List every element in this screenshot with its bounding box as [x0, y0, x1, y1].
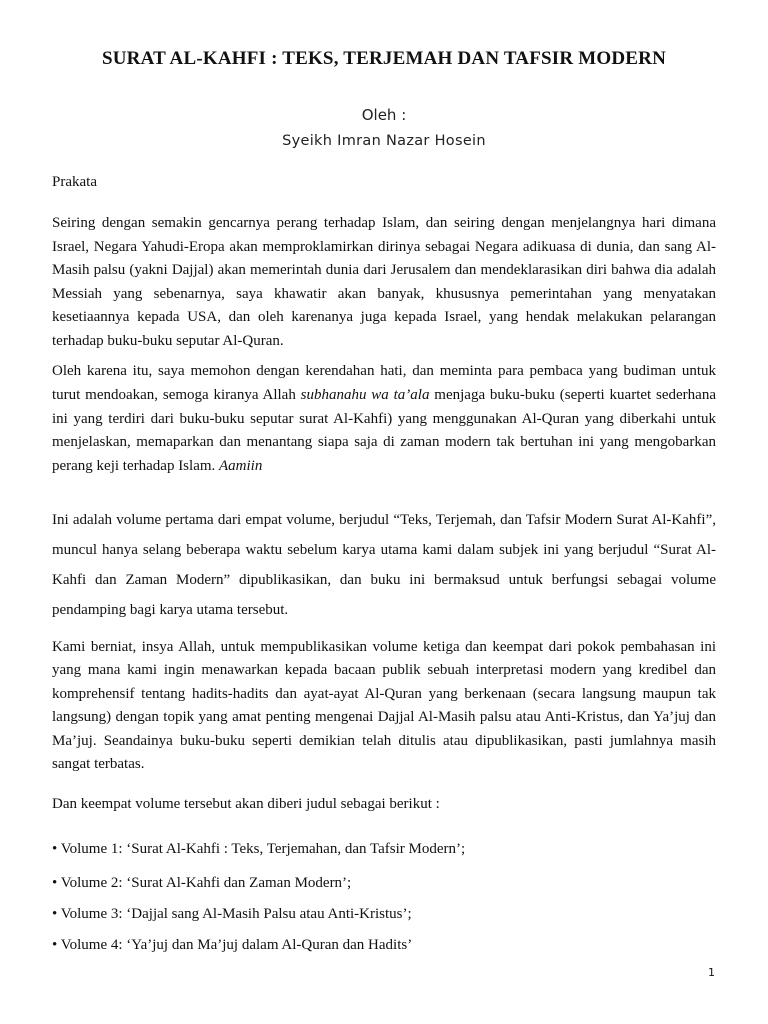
paragraph-4: Kami berniat, insya Allah, untuk mempublikasikan volume ketiga dan keempat dari pokok pembahasan ini yang mana kami ingin menawarkan kepada bacaan publik sebuah interpretasi modern yang kredibel dan komprehensif tentang hadits-hadits dan ayat-ayat Al-Quran yang berkenaan (secara langsung maupun tak langsung) dengan topik yang amat penting mengenai Dajjal Al-Masih palsu atau Anti-Kristus, dan Ya’juj dan Ma’juj. Seandainya buku-buku seperti demikian telah ditulis atau dipublikasikan, pasti jumlahnya masih sangat terbatas.: [52, 639, 716, 773]
volume-list-item: • Volume 4: ‘Ya’juj dan Ma’juj dalam Al-Quran dan Hadits’: [52, 937, 413, 953]
paragraph-2-italic-phrase: subhanahu wa ta’ala: [300, 386, 430, 403]
by-label: Oleh :: [361, 106, 407, 124]
document-title: SURAT AL-KAHFI : TEKS, TERJEMAH DAN TAFSIR MODERN: [101, 48, 667, 69]
paragraph-2-closing-word: Aamiin: [219, 458, 263, 475]
paragraph-2-text-b: menjaga buku-buku (seperti kuartet sederhana ini yang terdiri dari buku-buku seputar surat Al-Kahfi) yang menggunakan Al-Quran yang diberkahi untuk menjelaskan, memaparkan dan menantang siapa saja di zaman modern tak bertuhan ini yang mengobarkan perang keji terhadap Islam.: [52, 386, 716, 475]
paragraph-2-text-a: Oleh karena itu, saya memohon dengan kerendahan hati, dan meminta para pembaca yang budiman untuk turut mendoakan, semoga kiranya Allah: [52, 363, 716, 403]
paragraph-3: Ini adalah volume pertama dari empat volume, berjudul “Teks, Terjemah, dan Tafsir Modern Surat Al-Kahfi”, muncul hanya selang beberapa waktu sebelum karya utama kami dalam subjek ini yang berjudul “Surat Al-Kahfi dan Zaman Modern” dipublikasikan, dan buku ini bermaksud untuk berfungsi sebagai volume pendamping bagi karya utama tersebut.: [52, 512, 716, 618]
author-name: Syeikh Imran Nazar Hosein: [282, 133, 486, 149]
volume-list-item: • Volume 1: ‘Surat Al-Kahfi : Teks, Terjemahan, dan Tafsir Modern’;: [52, 841, 466, 857]
page-number: 1: [708, 966, 715, 979]
paragraph-2: [52, 360, 716, 479]
paragraph-1: Seiring dengan semakin gencarnya perang terhadap Islam, dan seiring dengan menjelangnya hari dimana Israel, Negara Yahudi-Eropa akan memproklamirkan dirinya sebagai Negara adikuasa di dunia, dan sang Al-Masih palsu (yakni Dajjal) akan memerintah dunia dari Jerusalem dan mendeklarasikan diri bahwa dia adalah Messiah yang sebenarnya, saya khawatir akan banyak, khususnya pemerintahan yang menyatakan kesetiaannya kepada USA, dan oleh karenanya juga kepada Israel, yang hendak melakukan pelarangan terhadap buku-buku seputar Al-Quran.: [52, 215, 716, 349]
volume-list-item: • Volume 2: ‘Surat Al-Kahfi dan Zaman Modern’;: [52, 875, 352, 891]
section-heading: Prakata: [52, 174, 97, 190]
paragraph-5: Dan keempat volume tersebut akan diberi judul sebagai berikut :: [52, 796, 440, 812]
volume-list-item: • Volume 3: ‘Dajjal sang Al-Masih Palsu atau Anti-Kristus’;: [52, 906, 412, 922]
